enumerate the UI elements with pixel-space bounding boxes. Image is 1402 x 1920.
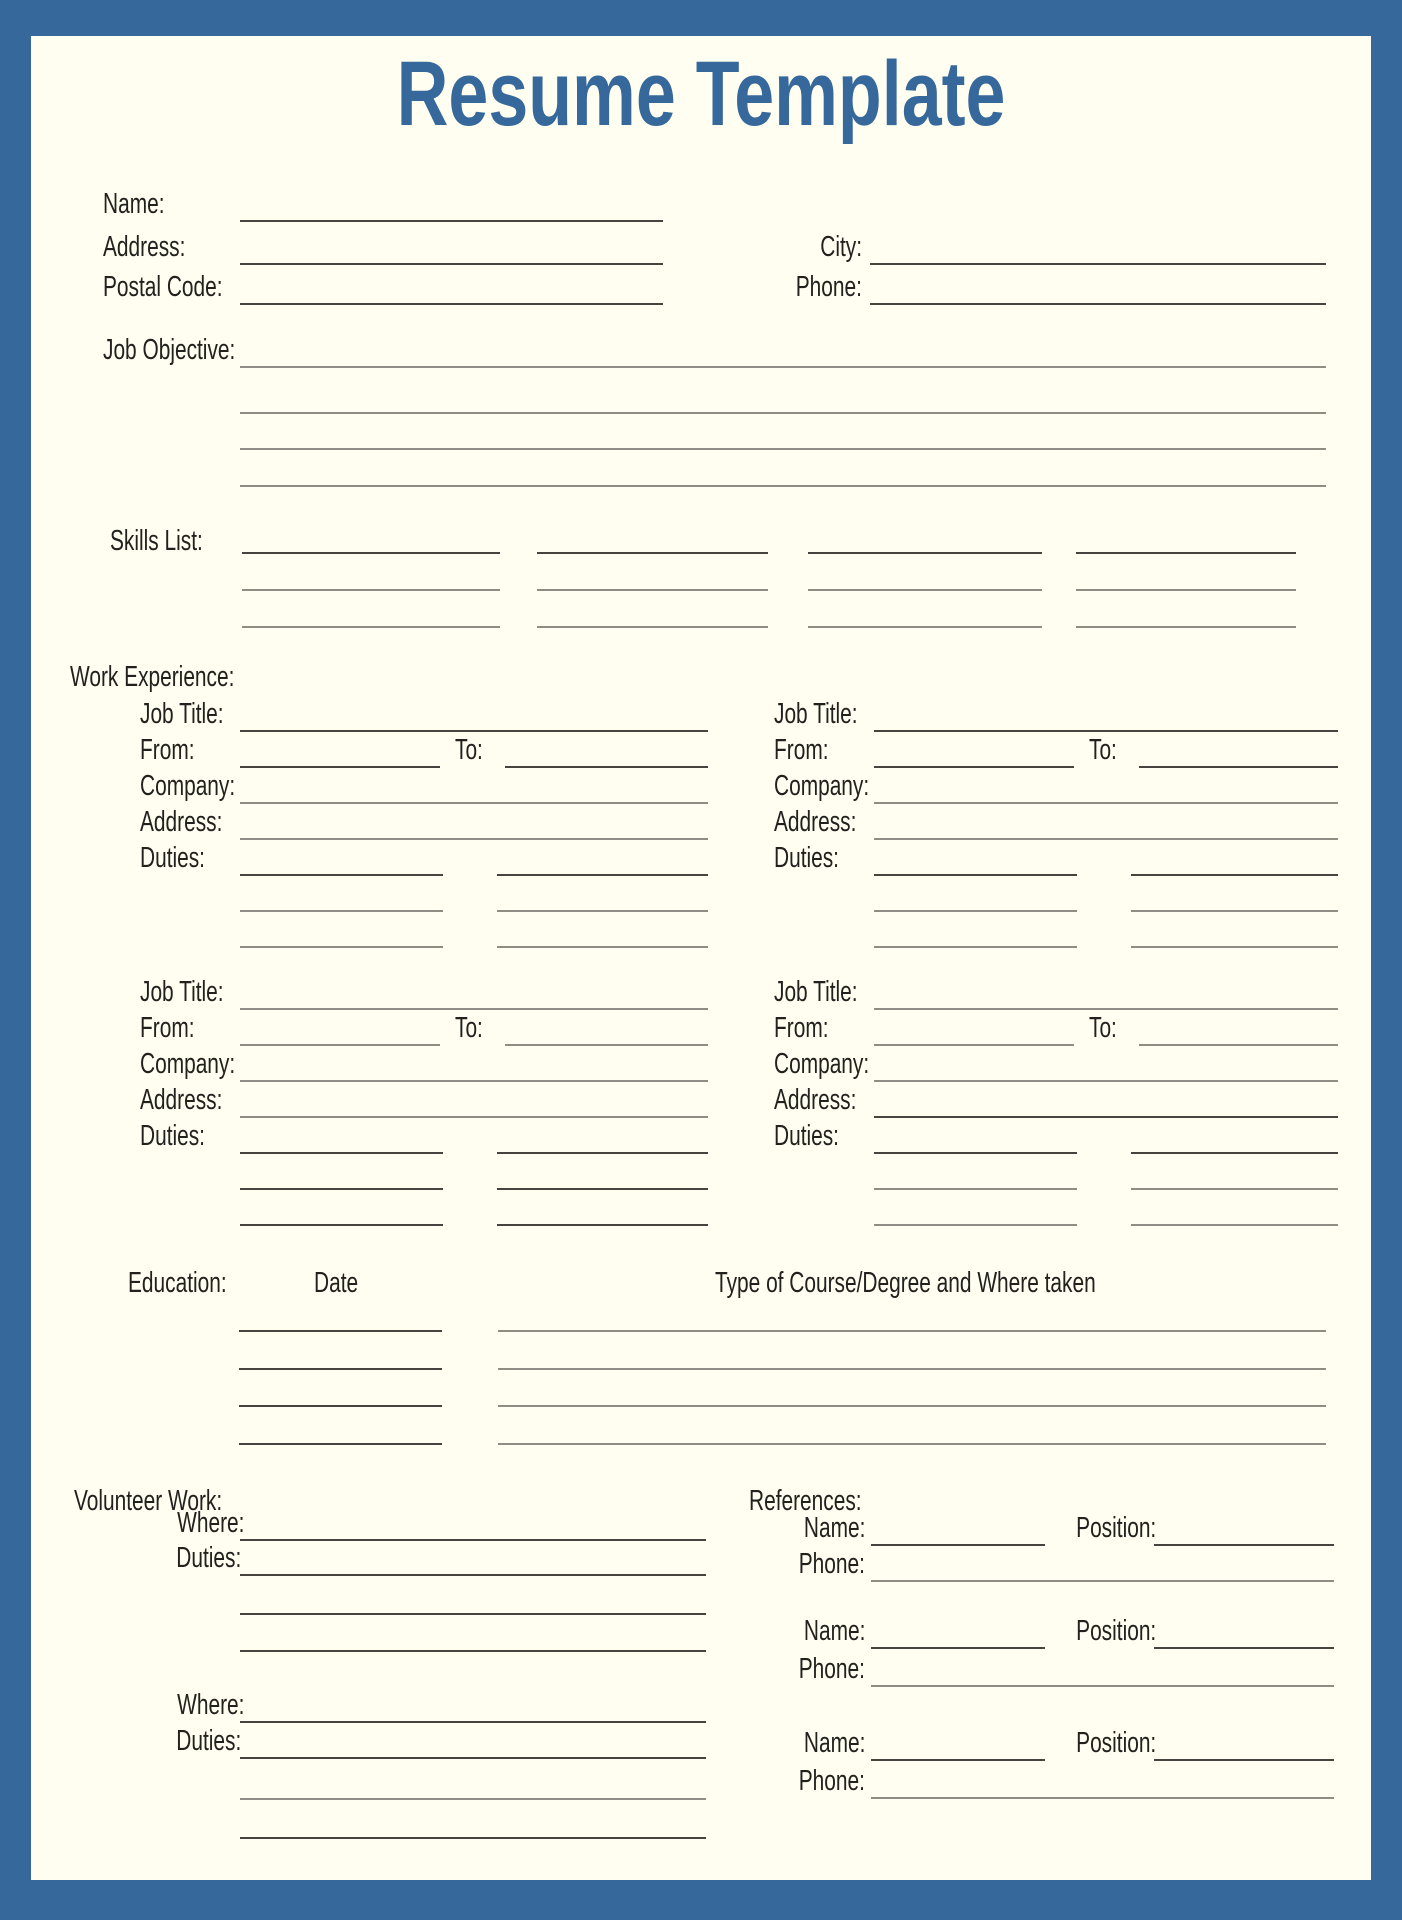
job-objective-row [103, 334, 1326, 368]
reference-phone-row [765, 1653, 1334, 1687]
duties-line [497, 1152, 708, 1190]
address-row [140, 1082, 708, 1118]
city-row [752, 231, 1326, 265]
postal-row [103, 271, 663, 305]
from-to-row [774, 1010, 1338, 1046]
address-label: Address: [774, 805, 857, 838]
company-label: Company: [774, 769, 870, 802]
company-line [874, 766, 1338, 804]
job-title-row [140, 696, 708, 732]
address-row [774, 1082, 1338, 1118]
duties-line [240, 838, 443, 876]
reference-phone-row [765, 1765, 1334, 1799]
job-block [774, 696, 1338, 948]
education-course-line [498, 1443, 1326, 1445]
duties-line [874, 910, 1077, 948]
volunteer-where-row [151, 1689, 706, 1723]
reference-phone-line [871, 1763, 1334, 1799]
duties-row [140, 876, 708, 912]
city-line [870, 229, 1326, 265]
job-title-label: Job Title: [774, 975, 858, 1008]
job-objective-line [240, 448, 1326, 450]
duties-label: Duties: [176, 1541, 242, 1574]
job-title-label: Job Title: [774, 697, 858, 730]
education-course-line [498, 1330, 1326, 1332]
duties-line [874, 838, 1077, 876]
education-section [128, 1268, 265, 1298]
address-line [874, 802, 1338, 840]
from-line [874, 1008, 1074, 1046]
skills-line [537, 552, 768, 554]
education-date-line [239, 1330, 442, 1332]
volunteer-duties-line [240, 1723, 706, 1759]
from-label: From: [140, 1011, 195, 1044]
skills-list-label: Skills List: [110, 524, 203, 557]
job-title-line [874, 972, 1338, 1010]
volunteer-where-row [151, 1507, 706, 1541]
duties-label: Duties: [140, 1119, 205, 1152]
job-objective-line [240, 485, 1326, 487]
company-row [774, 1046, 1338, 1082]
position-label: Position: [1076, 1614, 1157, 1647]
company-line [240, 766, 708, 804]
job-title-row [774, 974, 1338, 1010]
duties-row [140, 1118, 708, 1154]
name-row [103, 188, 663, 222]
address-label: Address: [140, 1083, 223, 1116]
job-title-row [774, 696, 1338, 732]
duties-line [1131, 1188, 1338, 1226]
duties-row [140, 840, 708, 876]
volunteer-where-line [240, 1687, 706, 1723]
from-line [240, 1008, 440, 1046]
skills-line [808, 589, 1042, 591]
reference-phone-row [765, 1548, 1334, 1582]
work-experience-label: Work Experience: [70, 660, 235, 693]
company-row [140, 768, 708, 804]
phone-label: Phone: [798, 1652, 865, 1685]
address-row [140, 804, 708, 840]
address-label: Address: [774, 1083, 857, 1116]
duties-line [1131, 1116, 1338, 1154]
duties-row [140, 1190, 708, 1226]
duties-label: Duties: [176, 1724, 242, 1757]
duties-label: Duties: [774, 841, 839, 874]
volunteer-duties-line [240, 1650, 706, 1652]
duties-row [140, 912, 708, 948]
job-objective-line [240, 412, 1326, 414]
volunteer-duties-row [151, 1542, 706, 1576]
postal-code-line [240, 269, 663, 305]
phone-line [870, 269, 1326, 305]
course-header-label: Type of Course/Degree and Where taken [715, 1266, 1096, 1299]
company-label: Company: [140, 769, 236, 802]
name-label: Name: [803, 1511, 865, 1544]
to-line [1139, 730, 1338, 768]
to-line [505, 730, 708, 768]
skills-line [242, 552, 500, 554]
reference-name-line [871, 1613, 1045, 1649]
volunteer-duties-line [240, 1837, 706, 1839]
resume-template-page [31, 36, 1371, 1880]
address-row [774, 804, 1338, 840]
where-label: Where: [177, 1506, 245, 1539]
duties-line [874, 1152, 1077, 1190]
reference-phone-line [871, 1546, 1334, 1582]
job-block [774, 974, 1338, 1226]
duties-row [140, 1154, 708, 1190]
duties-line [1131, 1152, 1338, 1190]
education-date-line [239, 1368, 442, 1370]
company-label: Company: [140, 1047, 236, 1080]
address-label: Address: [140, 805, 223, 838]
job-title-line [874, 694, 1338, 732]
reference-position-line [1154, 1613, 1334, 1649]
to-line [1139, 1008, 1338, 1046]
duties-row [774, 1118, 1338, 1154]
skills-line [537, 626, 768, 628]
reference-name-row [765, 1615, 1334, 1649]
city-label: City: [820, 230, 862, 263]
address-line [240, 802, 708, 840]
volunteer-duties-line [240, 1540, 706, 1576]
education-course-header [715, 1268, 1244, 1298]
volunteer-duties-row [151, 1725, 706, 1759]
from-to-row [140, 1010, 708, 1046]
duties-line [240, 874, 443, 912]
from-label: From: [140, 733, 195, 766]
skills-line [1076, 552, 1296, 554]
duties-line [874, 874, 1077, 912]
duties-line [874, 1188, 1077, 1226]
from-line [240, 730, 440, 768]
from-label: From: [774, 1011, 829, 1044]
position-label: Position: [1076, 1726, 1157, 1759]
job-title-line [240, 694, 708, 732]
skills-line [808, 626, 1042, 628]
company-line [874, 1044, 1338, 1082]
skills-line [537, 589, 768, 591]
duties-row [774, 1190, 1338, 1226]
duties-line [497, 838, 708, 876]
volunteer-duties-line [240, 1798, 706, 1800]
address-row [103, 231, 663, 265]
skills-line [1076, 589, 1296, 591]
volunteer-work-label: Volunteer Work: [74, 1484, 223, 1517]
duties-line [497, 874, 708, 912]
duties-line [497, 910, 708, 948]
education-date-line [239, 1405, 442, 1407]
address-line [240, 229, 663, 265]
page-title: Resume Template [396, 43, 1006, 145]
job-title-label: Job Title: [140, 697, 224, 730]
date-header-label: Date [314, 1266, 359, 1299]
phone-label: Phone: [795, 270, 862, 303]
job-block [140, 696, 708, 948]
job-title-line [240, 972, 708, 1010]
skills-list-section [110, 526, 239, 556]
skills-line [242, 589, 500, 591]
to-label: To: [1089, 1011, 1117, 1044]
duties-line [1131, 838, 1338, 876]
duties-row [774, 1154, 1338, 1190]
name-label: Name: [103, 187, 165, 220]
address-label: Address: [103, 230, 186, 263]
duties-line [874, 1116, 1077, 1154]
job-objective-line [240, 332, 1326, 368]
company-row [774, 768, 1338, 804]
education-date-header [314, 1268, 375, 1298]
phone-label: Phone: [798, 1547, 865, 1580]
to-label: To: [1089, 733, 1117, 766]
job-title-label: Job Title: [140, 975, 224, 1008]
reference-position-line [1154, 1725, 1334, 1761]
volunteer-where-line [240, 1505, 706, 1541]
address-line [240, 1080, 708, 1118]
address-line [874, 1080, 1338, 1118]
reference-position-line [1154, 1510, 1334, 1546]
postal-code-label: Postal Code: [103, 270, 223, 303]
education-course-line [498, 1405, 1326, 1407]
from-label: From: [774, 733, 829, 766]
education-label: Education: [128, 1266, 227, 1299]
phone-row [752, 271, 1326, 305]
duties-row [774, 912, 1338, 948]
skills-line [1076, 626, 1296, 628]
name-label: Name: [803, 1726, 865, 1759]
duties-row [774, 840, 1338, 876]
volunteer-duties-line [240, 1613, 706, 1615]
from-line [874, 730, 1074, 768]
name-line [240, 186, 663, 222]
reference-name-line [871, 1510, 1045, 1546]
name-label: Name: [803, 1614, 865, 1647]
phone-label: Phone: [798, 1764, 865, 1797]
to-label: To: [455, 733, 483, 766]
to-line [505, 1008, 708, 1046]
where-label: Where: [177, 1688, 245, 1721]
duties-line [1131, 874, 1338, 912]
references-label: References: [749, 1484, 862, 1517]
skills-line [808, 552, 1042, 554]
company-line [240, 1044, 708, 1082]
to-label: To: [455, 1011, 483, 1044]
reference-name-row [765, 1727, 1334, 1761]
duties-line [240, 1116, 443, 1154]
education-course-line [498, 1368, 1326, 1370]
duties-line [497, 1116, 708, 1154]
job-title-row [140, 974, 708, 1010]
duties-label: Duties: [774, 1119, 839, 1152]
reference-name-row [765, 1512, 1334, 1546]
duties-row [774, 876, 1338, 912]
from-to-row [140, 732, 708, 768]
skills-line [242, 626, 500, 628]
duties-line [240, 1188, 443, 1226]
work-experience-section [70, 662, 298, 692]
duties-line [240, 1152, 443, 1190]
duties-line [497, 1188, 708, 1226]
company-label: Company: [774, 1047, 870, 1080]
duties-label: Duties: [140, 841, 205, 874]
company-row [140, 1046, 708, 1082]
position-label: Position: [1076, 1511, 1157, 1544]
reference-name-line [871, 1725, 1045, 1761]
job-block [140, 974, 708, 1226]
job-objective-label: Job Objective: [103, 333, 236, 366]
reference-phone-line [871, 1651, 1334, 1687]
from-to-row [774, 732, 1338, 768]
duties-line [240, 910, 443, 948]
education-date-line [239, 1443, 442, 1445]
duties-line [1131, 910, 1338, 948]
